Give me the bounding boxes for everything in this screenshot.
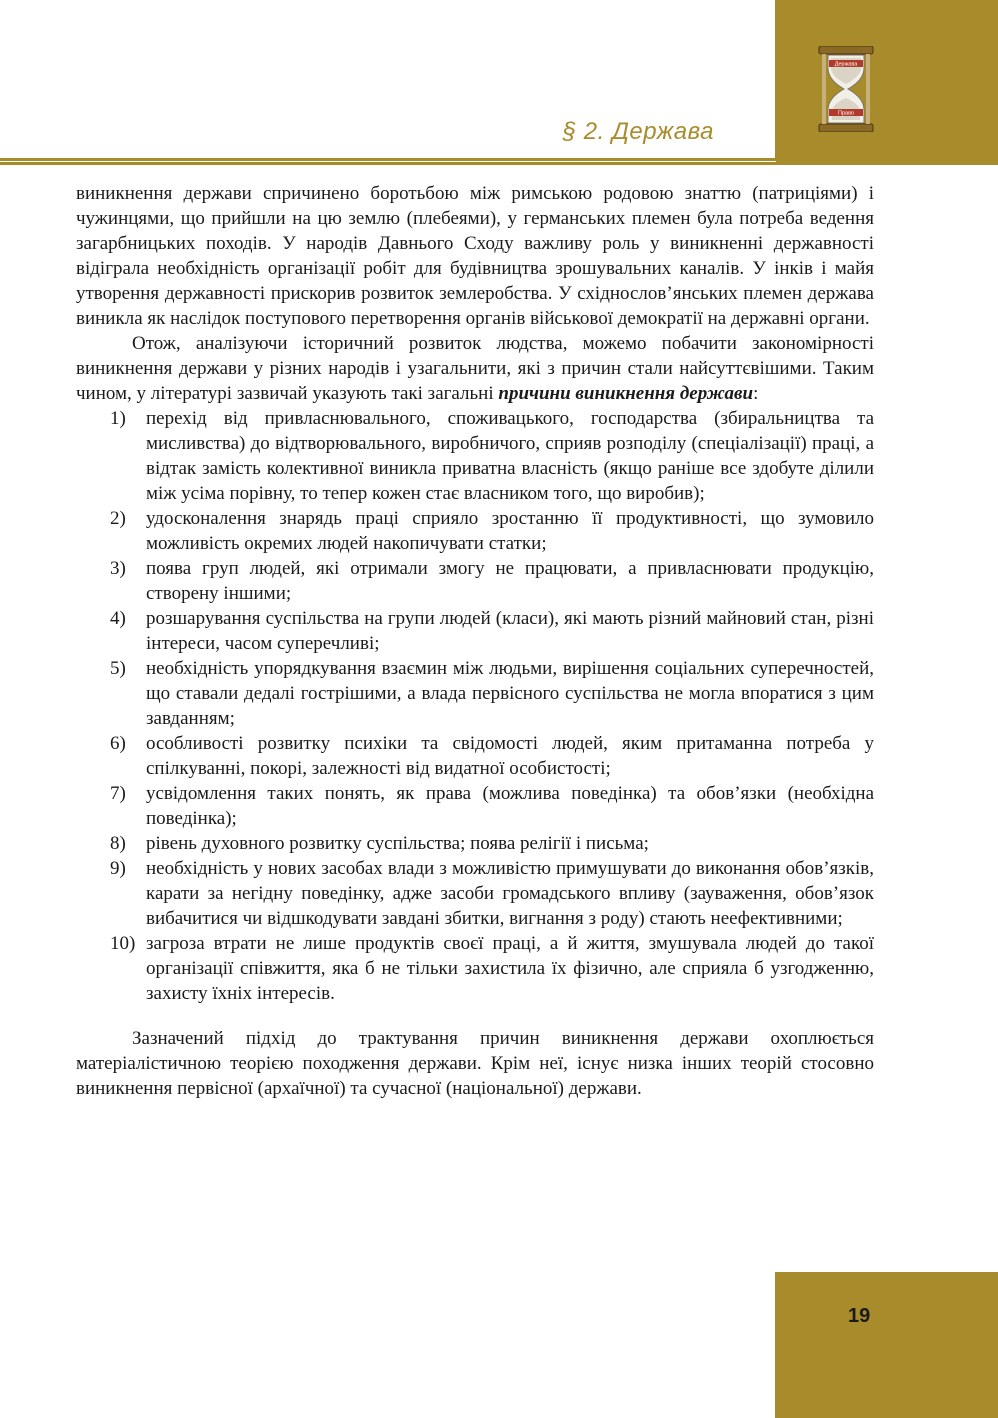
list-item-number: 3)	[110, 558, 126, 579]
header-rule	[0, 158, 776, 165]
list-item	[76, 731, 874, 781]
list-item	[76, 831, 874, 856]
list-item-number: 9)	[110, 858, 126, 879]
section-title: § 2. Держава	[562, 118, 714, 145]
list-item	[76, 556, 874, 606]
page-number: 19	[848, 1305, 871, 1327]
causes-list	[76, 406, 874, 1006]
list-item-number: 7)	[110, 783, 126, 804]
list-item-number: 5)	[110, 658, 126, 679]
list-item-text: поява груп людей, які отримали змогу не працювати, а привласнювати продукцію, створену іншими;	[146, 558, 874, 604]
hourglass-emblem-icon	[817, 46, 875, 132]
list-item-number: 10)	[110, 933, 136, 954]
list-item-text: розшарування суспільства на групи людей (класи), які мають різний майновий стан, різні інтереси, часом суперечливі;	[146, 608, 874, 654]
list-item	[76, 606, 874, 656]
emblem-top-label: Держава	[834, 61, 858, 68]
list-item	[76, 506, 874, 556]
list-item-text: загроза втрати не лише продуктів своєї праці, а й життя, змушувала людей до такої організації співжиття, яка б не тільки захистила їх фізично, але сприяла б узгодженню, захисту їхніх інтересів.	[146, 933, 874, 1004]
header-color-block	[775, 0, 998, 165]
emphasized-term: причини виникнення держави	[498, 383, 754, 404]
list-item-text: удосконалення знарядь праці сприяло зростанню її продуктивності, що зумовило можливість окремих людей накопичувати статки;	[146, 508, 874, 554]
paragraph-causes-intro	[76, 331, 874, 406]
list-item	[76, 406, 874, 506]
paragraph-continuation: виникнення держави спричинено боротьбою між римською родовою знаттю (патриціями) і чужинцями, що прийшли на цю землю (плебеями), у германських племен була потреба ведення загарбницьких походів. У народів Давнього Сходу важливу роль у виникненні державності відіграла необхідність організації робіт для будівництва зрошувальних каналів. У інків і майя утворення державності прискорив розвиток землеробства. У східнослов’янських племен держава виникла як наслідок поступового перетворення органів військової демократії на державні органи.	[76, 183, 874, 329]
list-item-number: 8)	[110, 833, 126, 854]
emblem-bottom-label: Право	[838, 110, 854, 117]
list-item-number: 1)	[110, 408, 126, 429]
list-item	[76, 656, 874, 731]
intro-colon: :	[753, 383, 759, 404]
list-item-number: 6)	[110, 733, 126, 754]
list-item	[76, 781, 874, 831]
list-item-number: 4)	[110, 608, 126, 629]
main-text	[76, 181, 874, 1101]
list-item-number: 2)	[110, 508, 126, 529]
footer-color-block	[775, 1272, 998, 1418]
list-item-text: особливості розвитку психіки та свідомості людей, яким притаманна потреба у спілкуванні, покорі, залежності від видатної особистості;	[146, 733, 874, 779]
paragraph-conclusion: Зазначений підхід до трактування причин виникнення держави охоплюється матеріалістичною теорією походження держави. Крім неї, існує низка інших теорій стосовно виникнення первісної (архаїчної) та сучасної (національної) держави.	[76, 1028, 874, 1099]
list-item-text: перехід від привласнювального, споживацького, господарства (збиральництва та мисливства) до відтворювального, виробничого, сприяв розподілу (спеціалізації) праці, а відтак замість колективної виникла приватна власність (якщо раніше все здобуте ділили між усіма порівну, то тепер кожен стає власником того, що виробив);	[146, 408, 874, 504]
list-item	[76, 856, 874, 931]
list-item-text: необхідність упорядкування взаємин між людьми, вирішення соціальних суперечностей, що ставали дедалі гострішими, а влада первісного суспільства не могла впоратися з цим завданням;	[146, 658, 874, 729]
list-item-text: рівень духовного розвитку суспільства; поява релігії і письма;	[146, 833, 649, 854]
intro-text: Отож, аналізуючи історичний розвиток людства, можемо побачити закономірності виникнення держави у різних народів і узагальнити, які з причин стали найсуттєвішими. Таким чином, у літературі зазвичай указують такі загальні	[76, 333, 874, 404]
list-item-text: необхідність у нових засобах влади з можливістю примушувати до виконання обов’язків, карати за негідну поведінку, адже засоби громадського впливу (зауваження, обов’язок вибачитися чи відшкодувати завдані збитки, вигнання з роду) стають неефективними;	[146, 858, 874, 929]
list-item-text: усвідомлення таких понять, як права (можлива поведінка) та обов’язки (необхідна поведінка);	[146, 783, 874, 829]
list-item	[76, 931, 874, 1006]
